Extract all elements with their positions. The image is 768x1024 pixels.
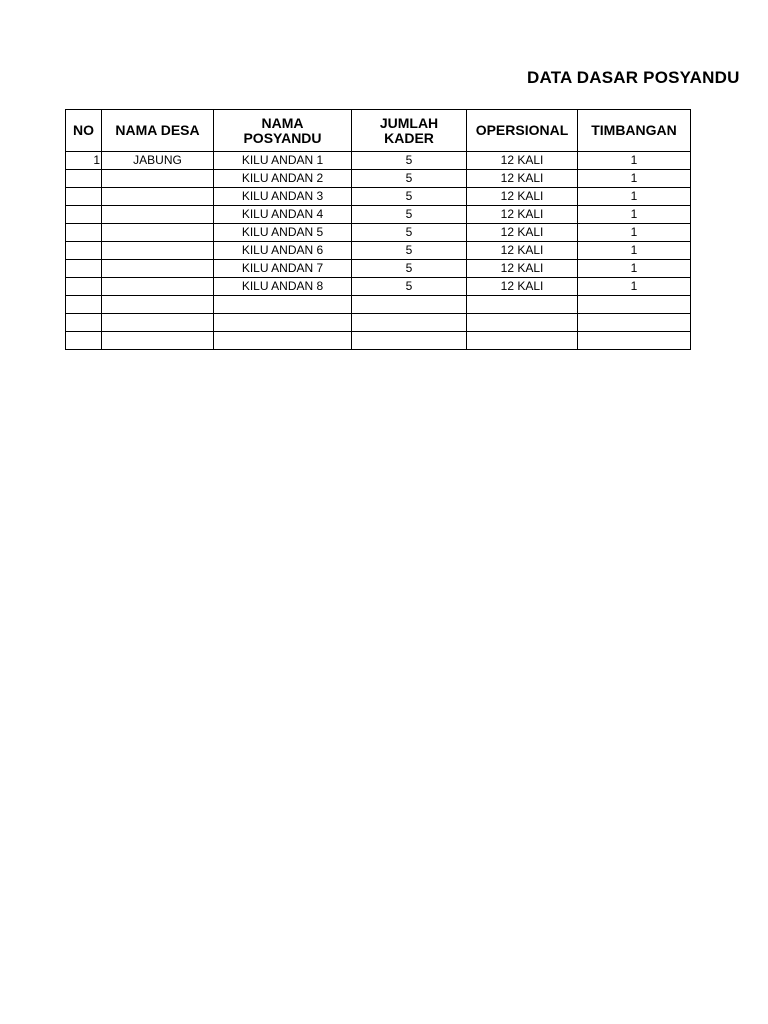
header-jumlah-kader [352,110,467,152]
cell-no [66,206,102,224]
table-row [66,260,691,278]
cell-no: 1 [66,152,102,170]
cell-desa [102,188,214,206]
cell-opersional [467,332,578,350]
cell-kader: 5 [352,224,467,242]
cell-posyandu: KILU ANDAN 4 [214,206,352,224]
cell-no [66,332,102,350]
header-row [66,110,691,152]
cell-no [66,296,102,314]
header-nama-desa: NAMA DESA [102,110,214,152]
table-row [66,278,691,296]
cell-posyandu [214,314,352,332]
header-no: NO [66,110,102,152]
table-row [66,188,691,206]
cell-desa [102,296,214,314]
cell-kader: 5 [352,188,467,206]
cell-kader: 5 [352,206,467,224]
posyandu-table [65,109,691,350]
table-row [66,206,691,224]
header-timbangan: TIMBANGAN [578,110,691,152]
cell-opersional: 12 KALI [467,188,578,206]
header-jumlah-kader-line2: KADER [384,129,434,146]
cell-no [66,260,102,278]
cell-desa [102,260,214,278]
page-title: DATA DASAR POSYANDU [527,68,740,87]
cell-desa [102,242,214,260]
cell-posyandu [214,332,352,350]
cell-posyandu: KILU ANDAN 1 [214,152,352,170]
cell-no [66,314,102,332]
cell-desa [102,278,214,296]
cell-desa [102,170,214,188]
table-row [66,242,691,260]
cell-kader: 5 [352,152,467,170]
cell-desa: JABUNG [102,152,214,170]
cell-timbangan: 1 [578,224,691,242]
header-nama-posyandu [214,110,352,152]
cell-desa [102,206,214,224]
table-row [66,152,691,170]
cell-no [66,188,102,206]
cell-opersional: 12 KALI [467,152,578,170]
cell-no [66,224,102,242]
cell-opersional [467,296,578,314]
cell-opersional: 12 KALI [467,260,578,278]
table-row [66,332,691,350]
cell-desa [102,314,214,332]
cell-timbangan [578,332,691,350]
cell-posyandu: KILU ANDAN 2 [214,170,352,188]
cell-kader: 5 [352,170,467,188]
cell-timbangan: 1 [578,152,691,170]
cell-desa [102,224,214,242]
header-opersional: OPERSIONAL [467,110,578,152]
cell-posyandu: KILU ANDAN 7 [214,260,352,278]
cell-no [66,170,102,188]
cell-timbangan [578,314,691,332]
cell-timbangan: 1 [578,170,691,188]
cell-posyandu: KILU ANDAN 3 [214,188,352,206]
cell-kader: 5 [352,242,467,260]
cell-kader [352,314,467,332]
cell-timbangan: 1 [578,242,691,260]
cell-no [66,242,102,260]
cell-posyandu [214,296,352,314]
cell-timbangan: 1 [578,278,691,296]
cell-kader [352,332,467,350]
cell-timbangan: 1 [578,188,691,206]
header-nama-posyandu-line1: NAMA [261,114,304,131]
cell-opersional: 12 KALI [467,206,578,224]
cell-kader: 5 [352,260,467,278]
cell-opersional [467,314,578,332]
cell-posyandu: KILU ANDAN 6 [214,242,352,260]
cell-timbangan: 1 [578,206,691,224]
cell-no [66,278,102,296]
table-row [66,314,691,332]
table-row [66,170,691,188]
cell-opersional: 12 KALI [467,278,578,296]
cell-desa [102,332,214,350]
cell-kader: 5 [352,278,467,296]
header-jumlah-kader-line1: JUMLAH [379,114,439,131]
table-row [66,224,691,242]
cell-opersional: 12 KALI [467,170,578,188]
cell-opersional: 12 KALI [467,242,578,260]
cell-posyandu: KILU ANDAN 5 [214,224,352,242]
table-row [66,296,691,314]
title-clip [400,66,740,94]
cell-posyandu: KILU ANDAN 8 [214,278,352,296]
cell-kader [352,296,467,314]
cell-timbangan: 1 [578,260,691,278]
header-nama-posyandu-line2: POSYANDU [243,129,322,146]
cell-opersional: 12 KALI [467,224,578,242]
cell-timbangan [578,296,691,314]
